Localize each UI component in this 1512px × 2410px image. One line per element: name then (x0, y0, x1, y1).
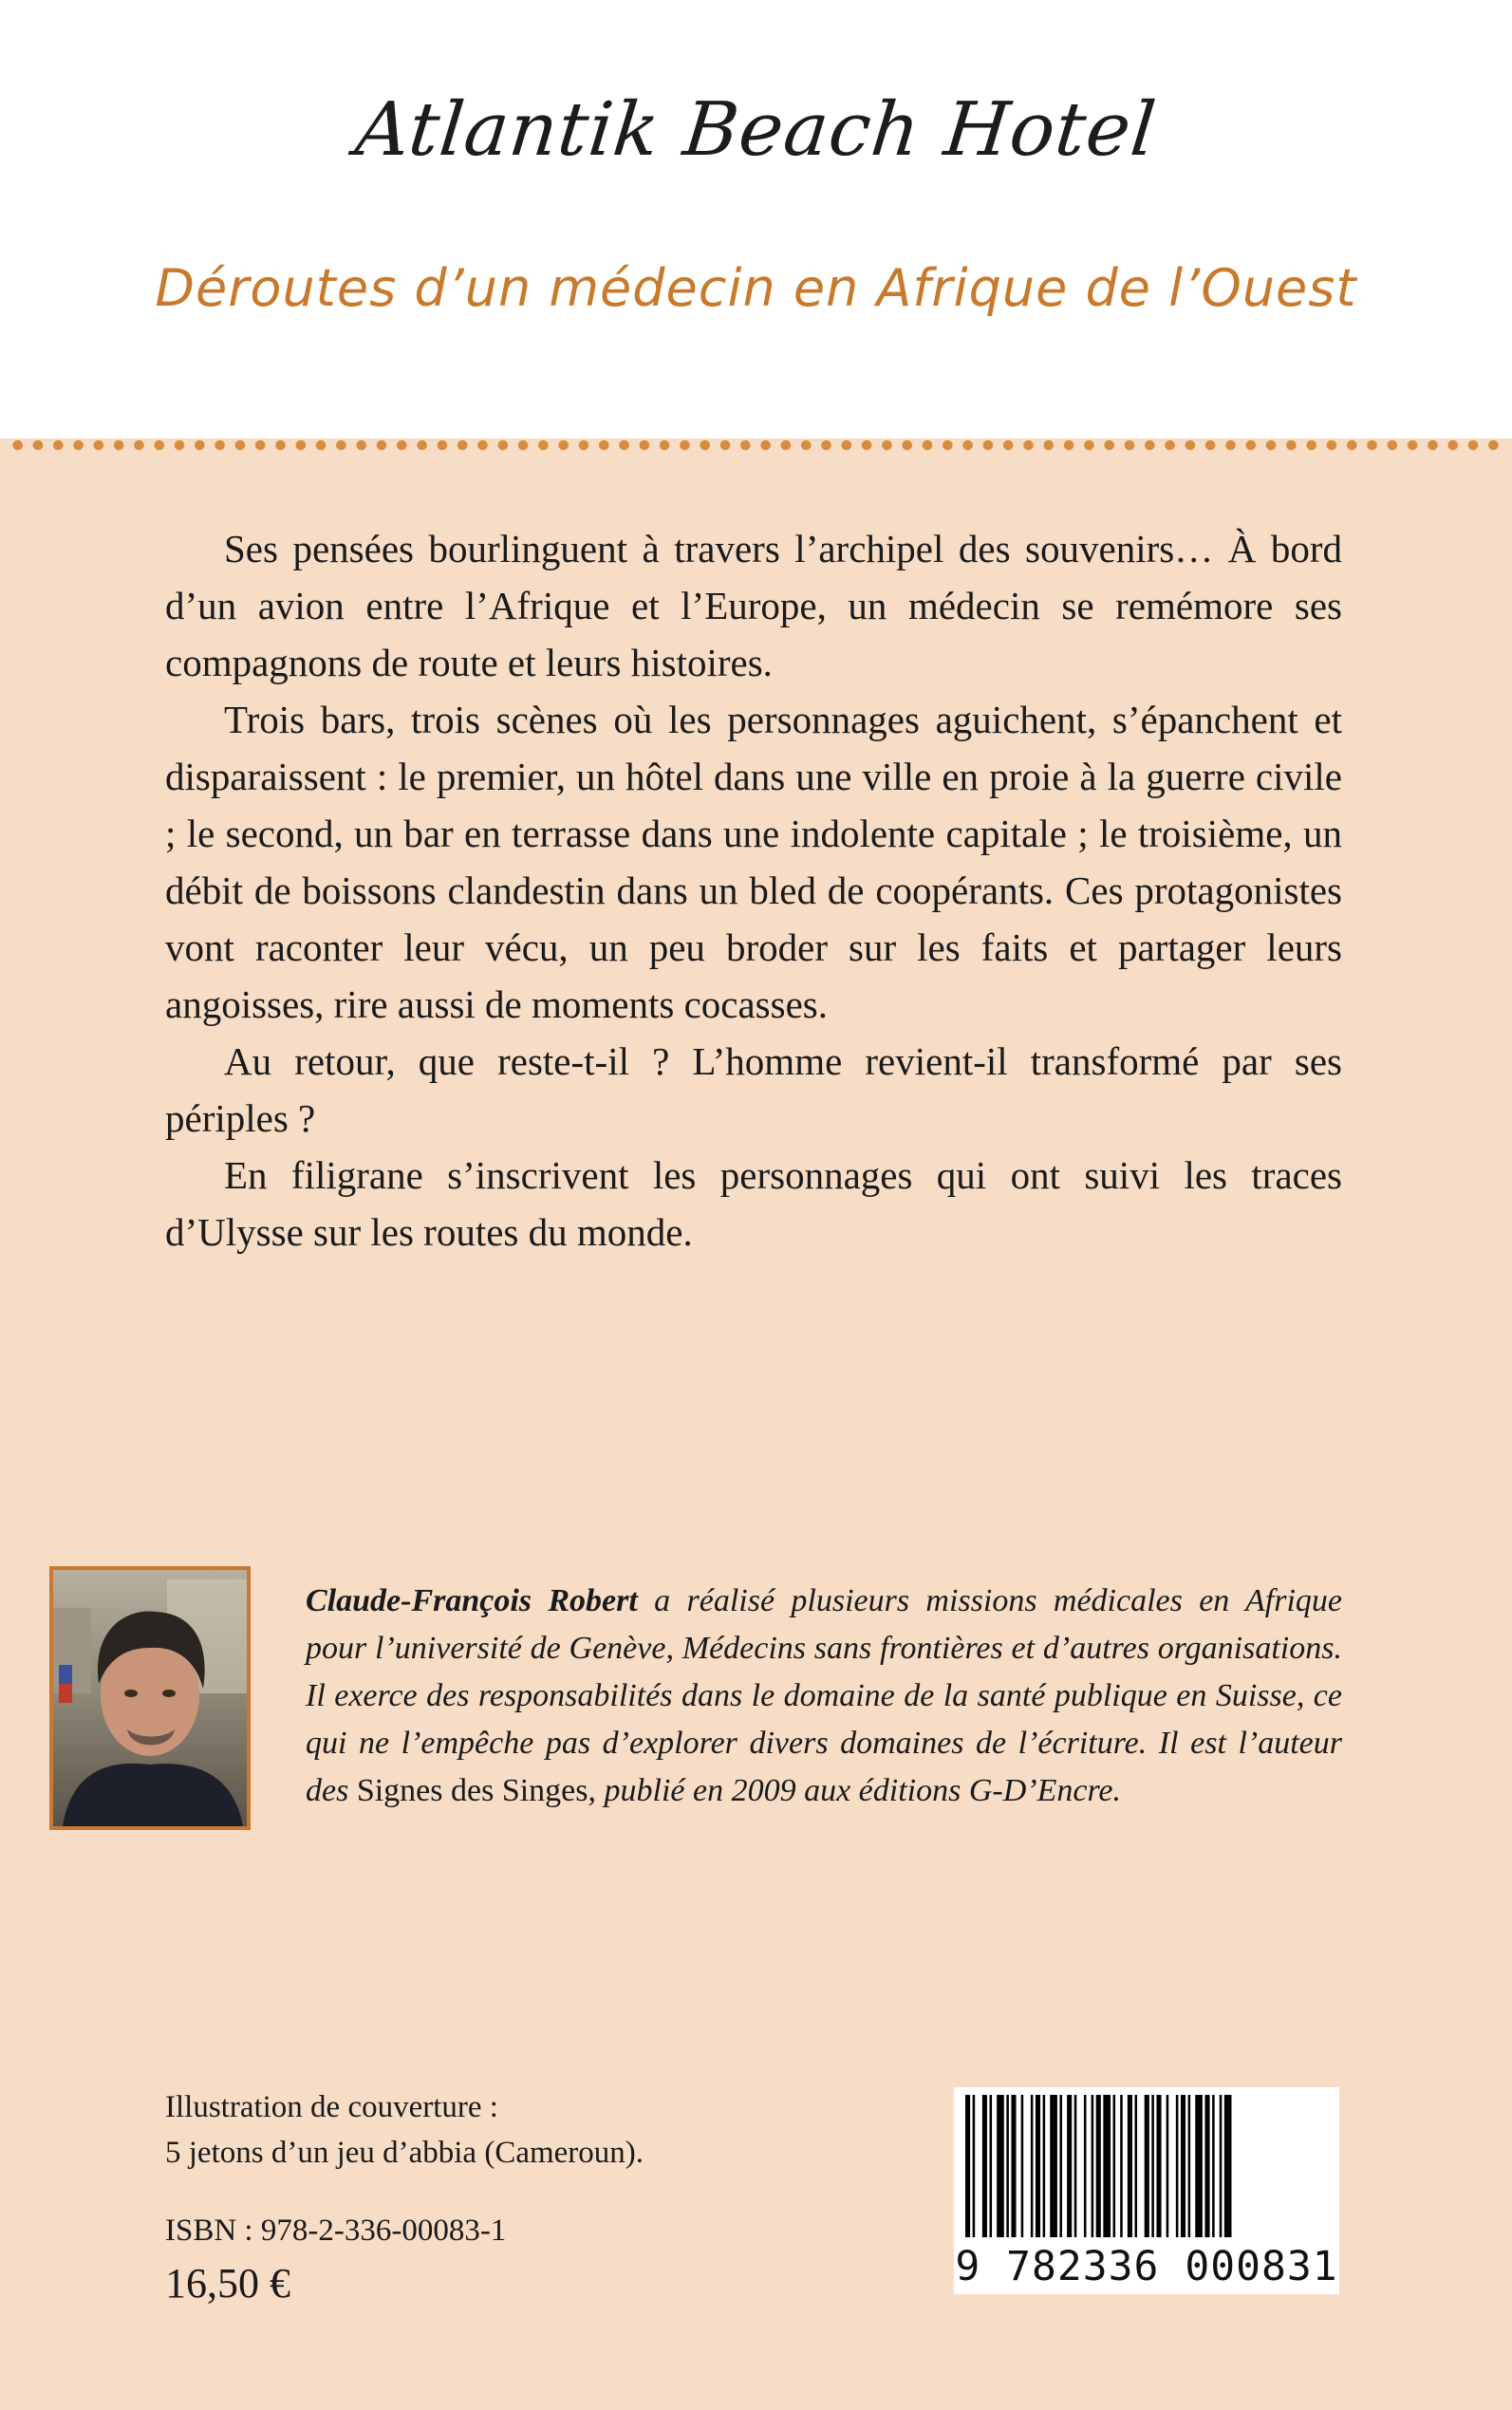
barcode-bar (1021, 2095, 1024, 2237)
barcode-bar (1043, 2095, 1046, 2237)
barcode (954, 2087, 1339, 2294)
barcode-bar (982, 2095, 987, 2237)
barcode-bar (1006, 2095, 1009, 2237)
barcode-bar (1212, 2095, 1215, 2237)
barcode-bar (1120, 2095, 1123, 2237)
barcode-bar (1059, 2095, 1062, 2237)
barcode-bar (1096, 2095, 1101, 2237)
blurb-paragraph: Trois bars, trois scènes où les personnages aguichent, s’épanchent et disparaissent : le premier, un hôtel dans une ville en proie à la guerre civile ; le second, un bar en terrasse dans une indolente capitale ; le troisième, un débit de boissons clandestin dans un bled de coopérants. Ces protagonistes vont raconter leur vécu, un peu broder sur les faits et partager leurs angoisses, rire aussi de moments cocasses. (165, 698, 1342, 1026)
barcode-bar (997, 2095, 1004, 2237)
barcode-bar (1195, 2095, 1203, 2237)
barcode-bar (1145, 2095, 1149, 2237)
barcode-bar (1167, 2095, 1169, 2237)
author-portrait-image (53, 1570, 247, 1826)
barcode-digits: 9 782336 000831 (955, 2243, 1338, 2290)
barcode-bar (1151, 2095, 1154, 2237)
author-name: Claude-François Robert (306, 1583, 638, 1618)
barcode-bar (1113, 2095, 1116, 2237)
barcode-bar (1204, 2095, 1209, 2237)
barcode-bar (1074, 2095, 1077, 2237)
barcode-bar (990, 2095, 993, 2237)
author-bio-text: a réalisé plusieurs missions médicales en Afrique pour l’université de Genève, Médecins sans frontières et d’autres organisations. Il exerce des responsabilités dans le domaine de la santé publique en Suisse, ce qui ne l’empêche pas d’explorer divers domaines de l’écriture. Il est l’auteur des (306, 1583, 1342, 1808)
credit-line: 5 jetons d’un jeu d’abbia (Cameroun). (165, 2136, 644, 2170)
author-photo (49, 1566, 251, 1830)
book-blurb (165, 520, 1342, 1261)
book-title: Atlantik Beach Hotel (351, 87, 1161, 173)
barcode-bar (1176, 2095, 1179, 2237)
barcode-bar (1036, 2095, 1040, 2237)
barcode-bar (1067, 2095, 1072, 2237)
barcode-bar (1181, 2095, 1185, 2237)
barcode-bar (965, 2095, 970, 2237)
credit-line: Illustration de couverture : (165, 2090, 498, 2124)
previous-book-title: Signes des Singes (356, 1773, 588, 1808)
book-subtitle: Déroutes d’un médecin en Afrique de l’Ouest (155, 258, 1357, 318)
barcode-bar (1224, 2095, 1232, 2237)
header (0, 0, 1512, 439)
isbn-number: ISBN : 978-2-336-00083-1 (165, 2214, 507, 2248)
barcode-bar (1135, 2095, 1138, 2237)
barcode-bar (1188, 2095, 1191, 2237)
blurb-paragraph: Au retour, que reste-t-il ? L’homme revient-il transformé par ses périples ? (165, 1039, 1342, 1140)
dotted-divider (8, 439, 1507, 451)
barcode-bar (1103, 2095, 1111, 2237)
cover-illustration-credit (165, 2084, 644, 2176)
blurb-paragraph: Ses pensées bourlinguent à travers l’archipel des souvenirs… À bord d’un avion entre l’Afrique et l’Europe, un médecin se remémore ses compagnons de route et leurs histoires. (165, 527, 1342, 684)
barcode-bar (1031, 2095, 1034, 2237)
barcode-bar (1092, 2095, 1094, 2237)
author-bio (306, 1578, 1342, 1815)
price: 16,50 € (165, 2260, 290, 2307)
barcode-bar (973, 2095, 976, 2237)
author-bio-text-end: , publié en 2009 aux éditions G-D’Encre. (588, 1773, 1122, 1808)
barcode-bar (1156, 2095, 1161, 2237)
barcode-bar (1050, 2095, 1057, 2237)
barcode-bar (1128, 2095, 1132, 2237)
barcode-bar (1084, 2095, 1087, 2237)
barcode-bar (1011, 2095, 1016, 2237)
blurb-paragraph: En filigrane s’inscrivent les personnages qui ont suivi les traces d’Ulysse sur les routes du monde. (165, 1153, 1342, 1254)
barcode-bar (1220, 2095, 1223, 2237)
